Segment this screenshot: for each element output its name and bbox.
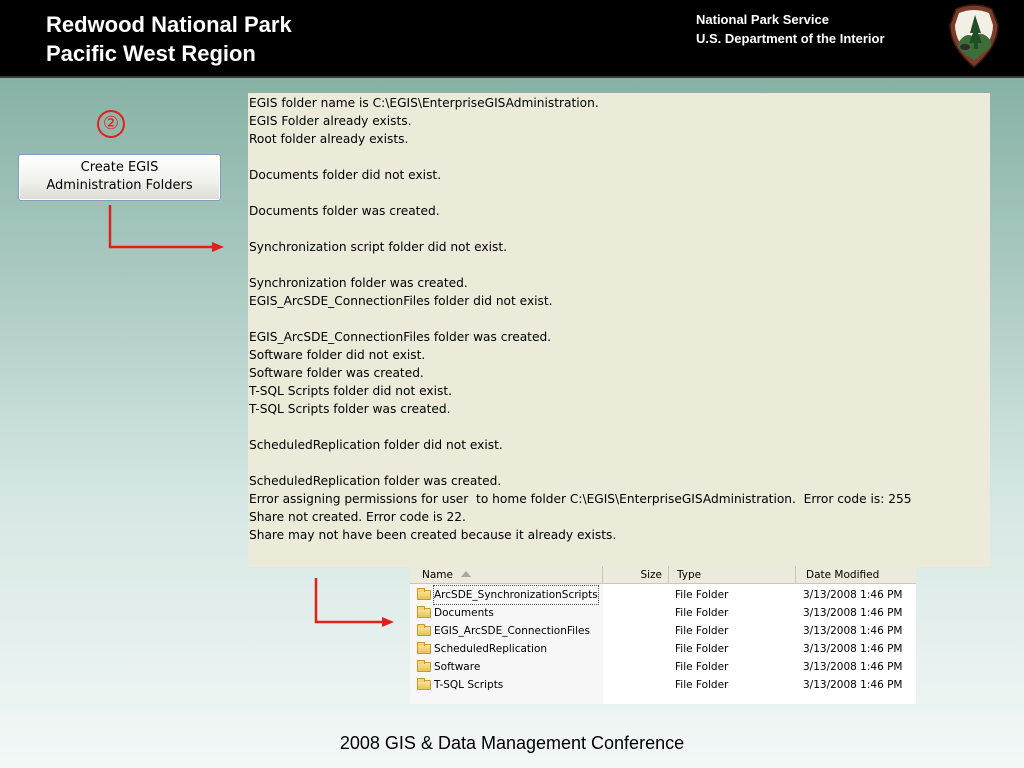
log-line: EGIS_ArcSDE_ConnectionFiles folder did not exist. — [249, 294, 553, 308]
create-button-label-line2: Administration Folders — [46, 178, 193, 193]
folder-date-modified: 3/13/2008 1:46 PM — [803, 625, 903, 637]
log-line — [249, 220, 990, 238]
folder-row[interactable] — [410, 658, 916, 676]
create-egis-folders-button[interactable] — [18, 154, 221, 201]
column-header-type[interactable] — [669, 566, 796, 584]
log-line: Root folder already exists. — [249, 132, 409, 146]
nps-arrowhead-logo-icon — [948, 3, 1000, 69]
log-line: Share may not have been created because it already exists. — [249, 528, 617, 542]
folder-name: T-SQL Scripts — [434, 679, 504, 691]
folder-name: ArcSDE_SynchronizationScripts — [434, 586, 598, 604]
log-line: Software folder did not exist. — [249, 348, 426, 362]
log-output-panel — [248, 93, 990, 567]
folder-type: File Folder — [675, 607, 729, 619]
column-header-type-label: Type — [677, 569, 702, 581]
column-header-date-modified[interactable] — [796, 566, 916, 584]
log-line: Software folder was created. — [249, 366, 424, 380]
folder-icon — [417, 608, 431, 618]
log-line: ScheduledReplication folder was created. — [249, 474, 502, 488]
folder-row[interactable] — [410, 622, 916, 640]
log-line: Documents folder was created. — [249, 204, 440, 218]
folder-name: EGIS_ArcSDE_ConnectionFiles — [434, 625, 590, 637]
log-line: EGIS folder name is C:\EGIS\EnterpriseGISAdministration. — [249, 96, 599, 110]
log-line: Synchronization script folder did not exist. — [249, 240, 508, 254]
park-title — [46, 10, 292, 68]
folder-row[interactable] — [410, 604, 916, 622]
log-line — [249, 454, 990, 472]
folder-date-modified: 3/13/2008 1:46 PM — [803, 589, 903, 601]
folder-name: ScheduledReplication — [434, 643, 548, 655]
file-explorer-list — [410, 566, 916, 704]
column-header-size[interactable] — [603, 566, 669, 584]
log-line: EGIS Folder already exists. — [249, 114, 412, 128]
column-header-name-label: Name — [422, 569, 453, 581]
folder-row[interactable] — [410, 640, 916, 658]
log-line — [249, 256, 990, 274]
folder-name: Software — [434, 661, 481, 673]
create-button-label-line1: Create EGIS — [80, 160, 159, 175]
log-line: Synchronization folder was created. — [249, 276, 468, 290]
folder-row[interactable] — [410, 586, 916, 604]
park-title-line1: Redwood National Park — [46, 12, 292, 37]
log-line: Error assigning permissions for user to home folder C:\EGIS\EnterpriseGISAdministration. Error code is: 255 — [249, 492, 912, 506]
folder-date-modified: 3/13/2008 1:46 PM — [803, 643, 903, 655]
agency-line2: U.S. Department of the Interior — [696, 31, 885, 46]
red-arrow-to-explorer-icon — [310, 578, 396, 628]
folder-icon — [417, 662, 431, 672]
folder-icon — [417, 644, 431, 654]
folder-type: File Folder — [675, 625, 729, 637]
red-arrow-to-log-icon — [104, 205, 226, 253]
folder-date-modified: 3/13/2008 1:46 PM — [803, 661, 903, 673]
folder-date-modified: 3/13/2008 1:46 PM — [803, 607, 903, 619]
column-header-size-label: Size — [640, 569, 662, 581]
folder-type: File Folder — [675, 661, 729, 673]
log-line — [249, 310, 990, 328]
folder-icon — [417, 626, 431, 636]
folder-row[interactable] — [410, 676, 916, 694]
folder-type: File Folder — [675, 679, 729, 691]
park-title-line2: Pacific West Region — [46, 41, 256, 66]
conference-footer: 2008 GIS & Data Management Conference — [339, 733, 685, 753]
log-line — [249, 418, 990, 436]
folder-name: Documents — [434, 607, 494, 619]
log-line: ScheduledReplication folder did not exist. — [249, 438, 503, 452]
log-line — [249, 148, 990, 166]
column-header-name[interactable] — [410, 566, 603, 584]
column-header-date-label: Date Modified — [806, 569, 880, 581]
slide-header — [0, 0, 1024, 78]
log-line — [249, 184, 990, 202]
folder-icon — [417, 680, 431, 690]
step-number-badge: ② — [97, 110, 125, 138]
log-line: T-SQL Scripts folder was created. — [249, 402, 451, 416]
agency-name — [696, 10, 885, 48]
sort-ascending-icon — [461, 571, 471, 577]
folder-type: File Folder — [675, 643, 729, 655]
folder-icon — [417, 590, 431, 600]
folder-type: File Folder — [675, 589, 729, 601]
log-line: Documents folder did not exist. — [249, 168, 442, 182]
folder-date-modified: 3/13/2008 1:46 PM — [803, 679, 903, 691]
log-line: EGIS_ArcSDE_ConnectionFiles folder was created. — [249, 330, 552, 344]
log-line: Share not created. Error code is 22. — [249, 510, 466, 524]
agency-line1: National Park Service — [696, 12, 829, 27]
log-line: T-SQL Scripts folder did not exist. — [249, 384, 452, 398]
